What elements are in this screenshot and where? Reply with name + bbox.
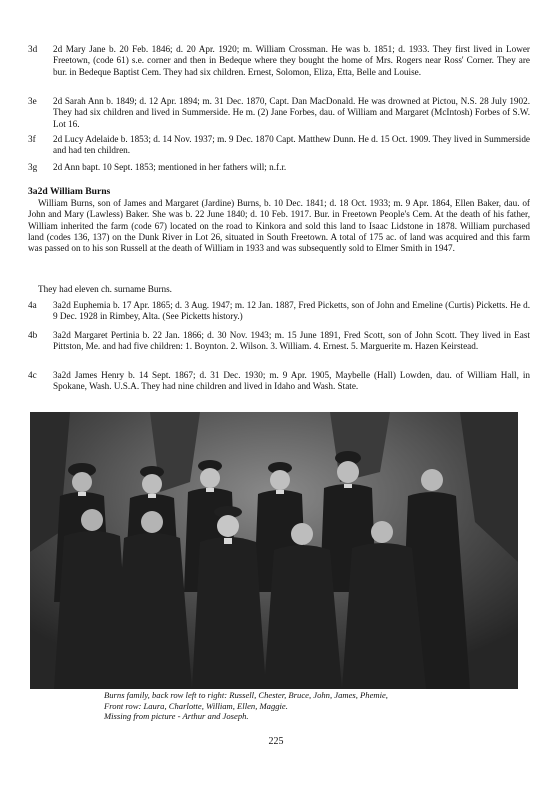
section-heading: 3a2d William Burns [28,186,111,197]
body-paragraph-children: They had eleven ch. surname Burns. [38,284,172,294]
entry-code: 3e [28,96,37,106]
entry-code: 4a [28,300,37,310]
entry-3f [28,134,530,157]
page-number: 225 [268,736,284,747]
entry-4b [28,330,530,353]
entry-4a [28,300,530,323]
entry-3d [28,44,530,78]
entry-text: 3a2d James Henry b. 14 Sept. 1867; d. 31 Dec. 1930; m. 9 Apr. 1905, Maybelle (Hall) Lowden, dau. of William Hall, in Spokane, Wash. U.S.A. They had nine children and lived in Idaho and Wash. State. [53,370,530,392]
entry-text: 2d Ann bapt. 10 Sept. 1853; mentioned in her fathers will; n.f.r. [53,162,287,172]
entry-text: 2d Lucy Adelaide b. 1853; d. 14 Nov. 1937; m. 9 Dec. 1870 Capt. Matthew Dunn. He d. 15 Oct. 1909. They lived in Summerside and had ten children. [53,134,530,156]
caption-line: Front row: Laura, Charlotte, William, Ellen, Maggie. [104,700,288,711]
photo-caption [104,690,388,722]
entry-3e [28,96,530,130]
caption-line: Missing from picture - Arthur and Joseph. [104,711,249,721]
body-paragraph: William Burns, son of James and Margaret (Jardine) Burns, b. 10 Dec. 1841; d. 18 Oct. 1933; m. 9 Apr. 1864, Ellen Baker, dau. of John and Mary (Lawless) Baker. She was b. 22 June 1840; d. 10 Feb. 1917. Bur. in Freetown People's Cem. At the death of his father, William inherited the farm (code 67) located on the road to Kinkora and sold this land to Isaac Lidstone in 1878. William purchased land (codes 136, 137) on the Dunk River in Lot 26, situated in South Freetown. A total of 175 ac. of land was acquired and this farm was passed on to his son Russell at the death of William in 1933 and was subsequently sold to Elmer Smith in 1947. [28,198,530,254]
family-photograph [30,412,518,689]
entry-code: 3f [28,134,36,144]
entry-text: 3a2d Margaret Pertinia b. 22 Jan. 1866; d. 30 Nov. 1943; m. 15 June 1891, Fred Scott, son of John Scott. They lived in East Pittston, Me. and had five children: 1. Boynton. 2. Wilson. 3. William. 4. Ernest. 5. Marguerite m. Hazen Keirstead. [53,330,530,352]
entry-text: 2d Mary Jane b. 20 Feb. 1846; d. 20 Apr. 1920; m. William Crossman. He was b. 1851; d. 1933. They first lived in Lower Freetown, (code 61) s.e. corner and then in Bedeque where they bought the home of Mrs. Rogers near Ross' Corner. They are bur. in Bedeque Baptist Cem. They had six children. Ernest, Solomon, Eliza, Etta, Belle and Louise. [53,44,530,77]
entry-code: 4c [28,370,37,380]
entry-code: 4b [28,330,38,340]
caption-line: Burns family, back row left to right: Russell, Chester, Bruce, John, James, Phemie, [104,690,388,700]
entry-4c [28,370,530,393]
entry-text: 3a2d Euphemia b. 17 Apr. 1865; d. 3 Aug. 1947; m. 12 Jan. 1887, Fred Picketts, son of John and Emeline (Curtis) Picketts. He d. 9 Dec. 1928 in Rimbey, Alta. (See Picketts history.) [53,300,530,322]
entry-3g [28,162,530,173]
entry-code: 3g [28,162,38,172]
entry-text: 2d Sarah Ann b. 1849; d. 12 Apr. 1894; m. 31 Dec. 1870, Capt. Dan MacDonald. He was drowned at Pictou, N.S. 28 July 1902. They had six children and lived in Summerside. He m. (2) Jane Forbes, dau. of William and Margaret (McIntosh) Forbes of S.W. Lot 16. [53,96,530,129]
entry-code: 3d [28,44,38,54]
